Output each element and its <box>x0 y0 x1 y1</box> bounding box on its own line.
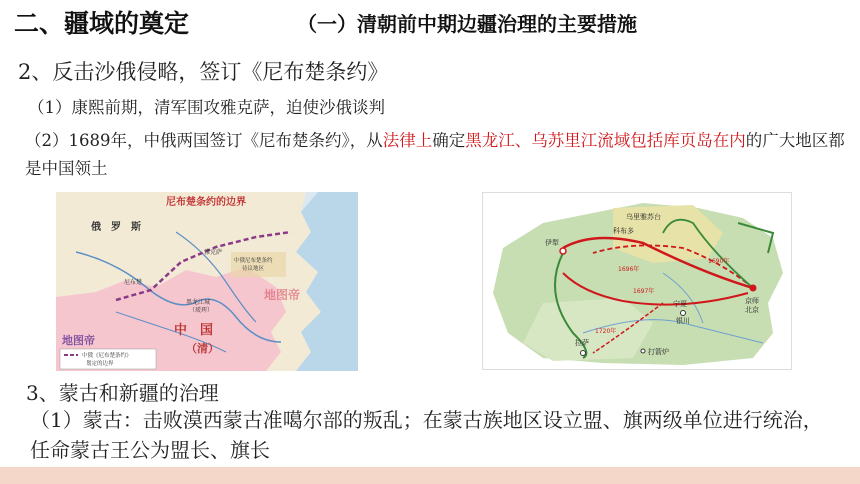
slide-title: 二、疆域的奠定 <box>14 9 190 38</box>
map1-label-china: 中 国 <box>174 323 214 338</box>
campaign-map-graphic <box>483 193 791 369</box>
point-2-highlight-law: 法律上 <box>382 131 433 150</box>
point-2-paragraph <box>25 127 845 183</box>
map1-label-russia: 俄 罗 斯 <box>91 222 141 233</box>
map2-label-beijing: 北京 <box>745 306 759 314</box>
point-2-text-a: （2）1689年，中俄两国签订《尼布楚条约》，从 <box>25 131 383 150</box>
slide-subtitle: （一）清朝前中期边疆治理的主要措施 <box>297 12 637 36</box>
map1-label-aihui: （瑷珲） <box>189 307 214 314</box>
qing-campaign-map <box>482 192 792 370</box>
nerchinsk-treaty-map <box>56 192 358 371</box>
map1-label-neutral-2: 待议地区 <box>242 266 265 272</box>
map1-label-nerchinsk: 尼布楚 <box>124 279 143 286</box>
map2-label-yinchuan: 银川 <box>676 317 690 325</box>
map1-label-heilongjiang: 黑龙江城 <box>186 299 211 306</box>
map1-legend-2: 划定的边界 <box>86 361 114 367</box>
section-heading-mongolia-xinjiang: 3、蒙古和新疆的治理 <box>26 381 219 405</box>
map2-year-1720: 1720年 <box>595 328 617 335</box>
point-2-text-e: 的广大地区都是中国领土 <box>25 131 845 178</box>
map1-label-yakesa: 雅克萨 <box>204 249 223 256</box>
map2-label-kobdo: 科布多 <box>613 227 634 235</box>
footer-bar <box>0 467 860 484</box>
point-2-text-c: 确定 <box>432 131 466 150</box>
map2-label-wuliyasutai: 乌里雅苏台 <box>626 213 661 221</box>
map2-year-1690: 1690年 <box>708 258 730 265</box>
section-heading-nerchinsk: 2、反击沙俄侵略，签订《尼布楚条约》 <box>18 60 389 84</box>
mongolia-governance-text: （1）蒙古：击败漠西蒙古准噶尔部的叛乱；在蒙古族地区设立盟、旗两级单位进行统治，任命蒙古王公为盟长、旗长 <box>30 408 823 462</box>
map1-label-neutral: 中俄尼布楚条约 <box>234 258 273 264</box>
map1-title: 尼布楚条约的边界 <box>166 197 246 208</box>
map2-label-lasa: 拉萨 <box>575 339 589 347</box>
map1-legend-1: 中俄《尼布楚条约》 <box>82 353 132 359</box>
map2-label-jingshi: 京师 <box>745 297 759 305</box>
map2-year-1696: 1696年 <box>618 266 640 273</box>
map2-year-1697: 1697年 <box>633 288 655 295</box>
map1-watermark-2: 地图帝 <box>62 334 95 347</box>
map2-label-ningxia: 宁夏 <box>673 300 687 308</box>
point-2-highlight-region: 黑龙江、乌苏里江流域包括库页岛在内 <box>465 131 746 150</box>
map2-label-yili: 伊犁 <box>545 239 559 247</box>
point-1-text: （1）康熙前期，清军围攻雅克萨，迫使沙俄谈判 <box>28 98 385 117</box>
map1-watermark-1: 地图帝 <box>264 288 301 302</box>
nerchinsk-map-graphic <box>56 192 358 371</box>
map1-label-qing: （清） <box>186 342 219 355</box>
map2-label-dajianlu: 打箭炉 <box>648 348 669 356</box>
